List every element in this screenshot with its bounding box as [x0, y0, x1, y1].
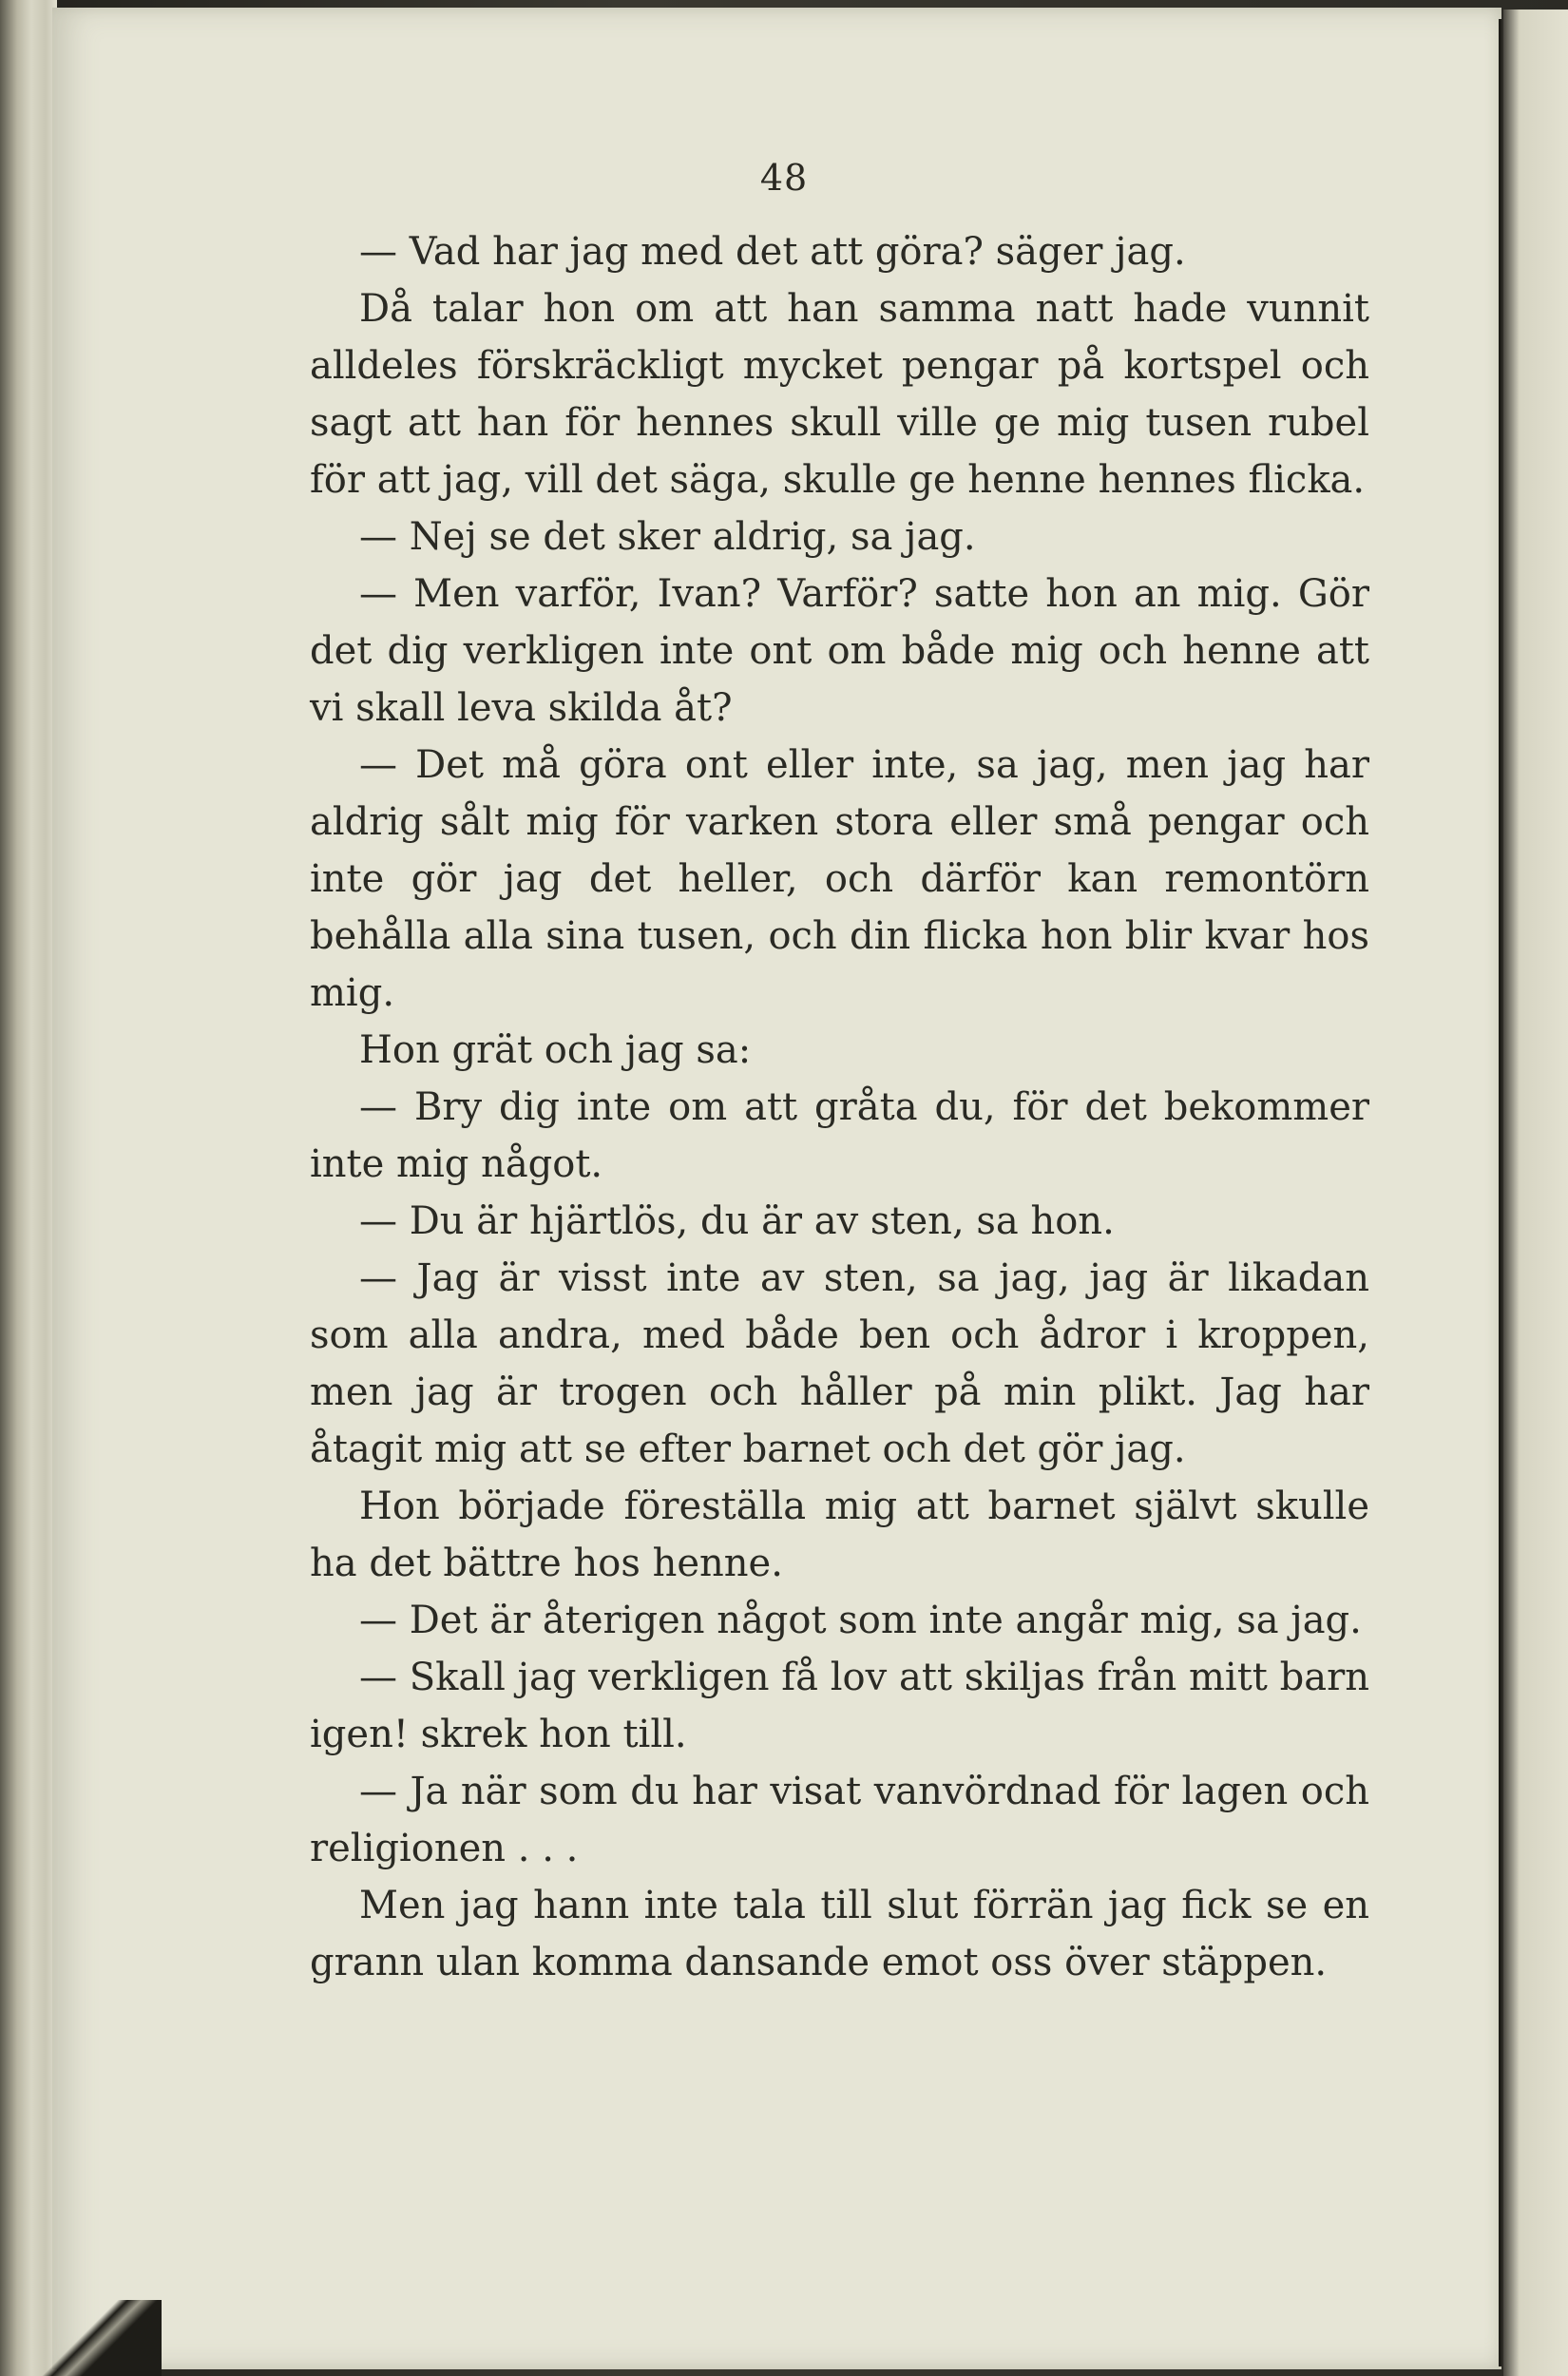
- paragraph: — Jag är visst inte av sten, sa jag, jag är likadan som alla andra, med både ben och ådror i kroppen, men jag är trogen och håller på min plikt. Jag har åtagit mig att se efter barnet och det gör jag.: [310, 1256, 1369, 1471]
- page-gutter: [1499, 19, 1501, 2366]
- paragraph: — Skall jag verkligen få lov att skiljas från mitt barn igen! skrek hon till.: [310, 1656, 1369, 1756]
- paragraph: Hon grät och jag sa:: [359, 1028, 752, 1072]
- next-page-edge: [1503, 10, 1568, 2376]
- paragraph: Men jag hann inte tala till slut förrän jag fick se en grann ulan komma dansande emot oss över stäppen.: [310, 1884, 1369, 1984]
- paragraph: Då talar hon om att han samma natt hade vunnit alldeles förskräckligt mycket pengar på kortspel och sagt att han för hennes skull ville ge mig tusen rubel för att jag, vill det säga, skulle ge henne hennes flicka.: [310, 287, 1369, 502]
- paragraph: — Det är återigen något som inte angår mig, sa jag.: [359, 1599, 1362, 1642]
- paragraph: — Bry dig inte om att gråta du, för det bekommer inte mig något.: [310, 1085, 1369, 1186]
- paragraph: — Men varför, Ivan? Varför? satte hon an mig. Gör det dig verkligen inte ont om både mig och henne att vi skall leva skilda åt?: [310, 572, 1369, 730]
- paragraph: — Du är hjärtlös, du är av sten, sa hon.: [359, 1199, 1115, 1243]
- paragraph: — Nej se det sker aldrig, sa jag.: [359, 515, 976, 559]
- page-corner-curl: [38, 2300, 162, 2376]
- book-left-edge: [0, 0, 57, 2376]
- paragraph: — Det må göra ont eller inte, sa jag, men jag har aldrig sålt mig för varken stora eller små pengar och inte gör jag det heller, och därför kan remontörn behålla alla sina tusen, och din flicka hon blir kvar hos mig.: [310, 743, 1369, 1015]
- page-number: 48: [759, 157, 809, 199]
- paragraph: Hon började föreställa mig att barnet självt skulle ha det bättre hos henne.: [310, 1485, 1369, 1585]
- paragraph: — Ja när som du har visat vanvördnad för lagen och religionen . . .: [310, 1770, 1369, 1870]
- page-text: [310, 223, 1369, 1991]
- paragraph: — Vad har jag med det att göra? säger jag.: [359, 230, 1186, 274]
